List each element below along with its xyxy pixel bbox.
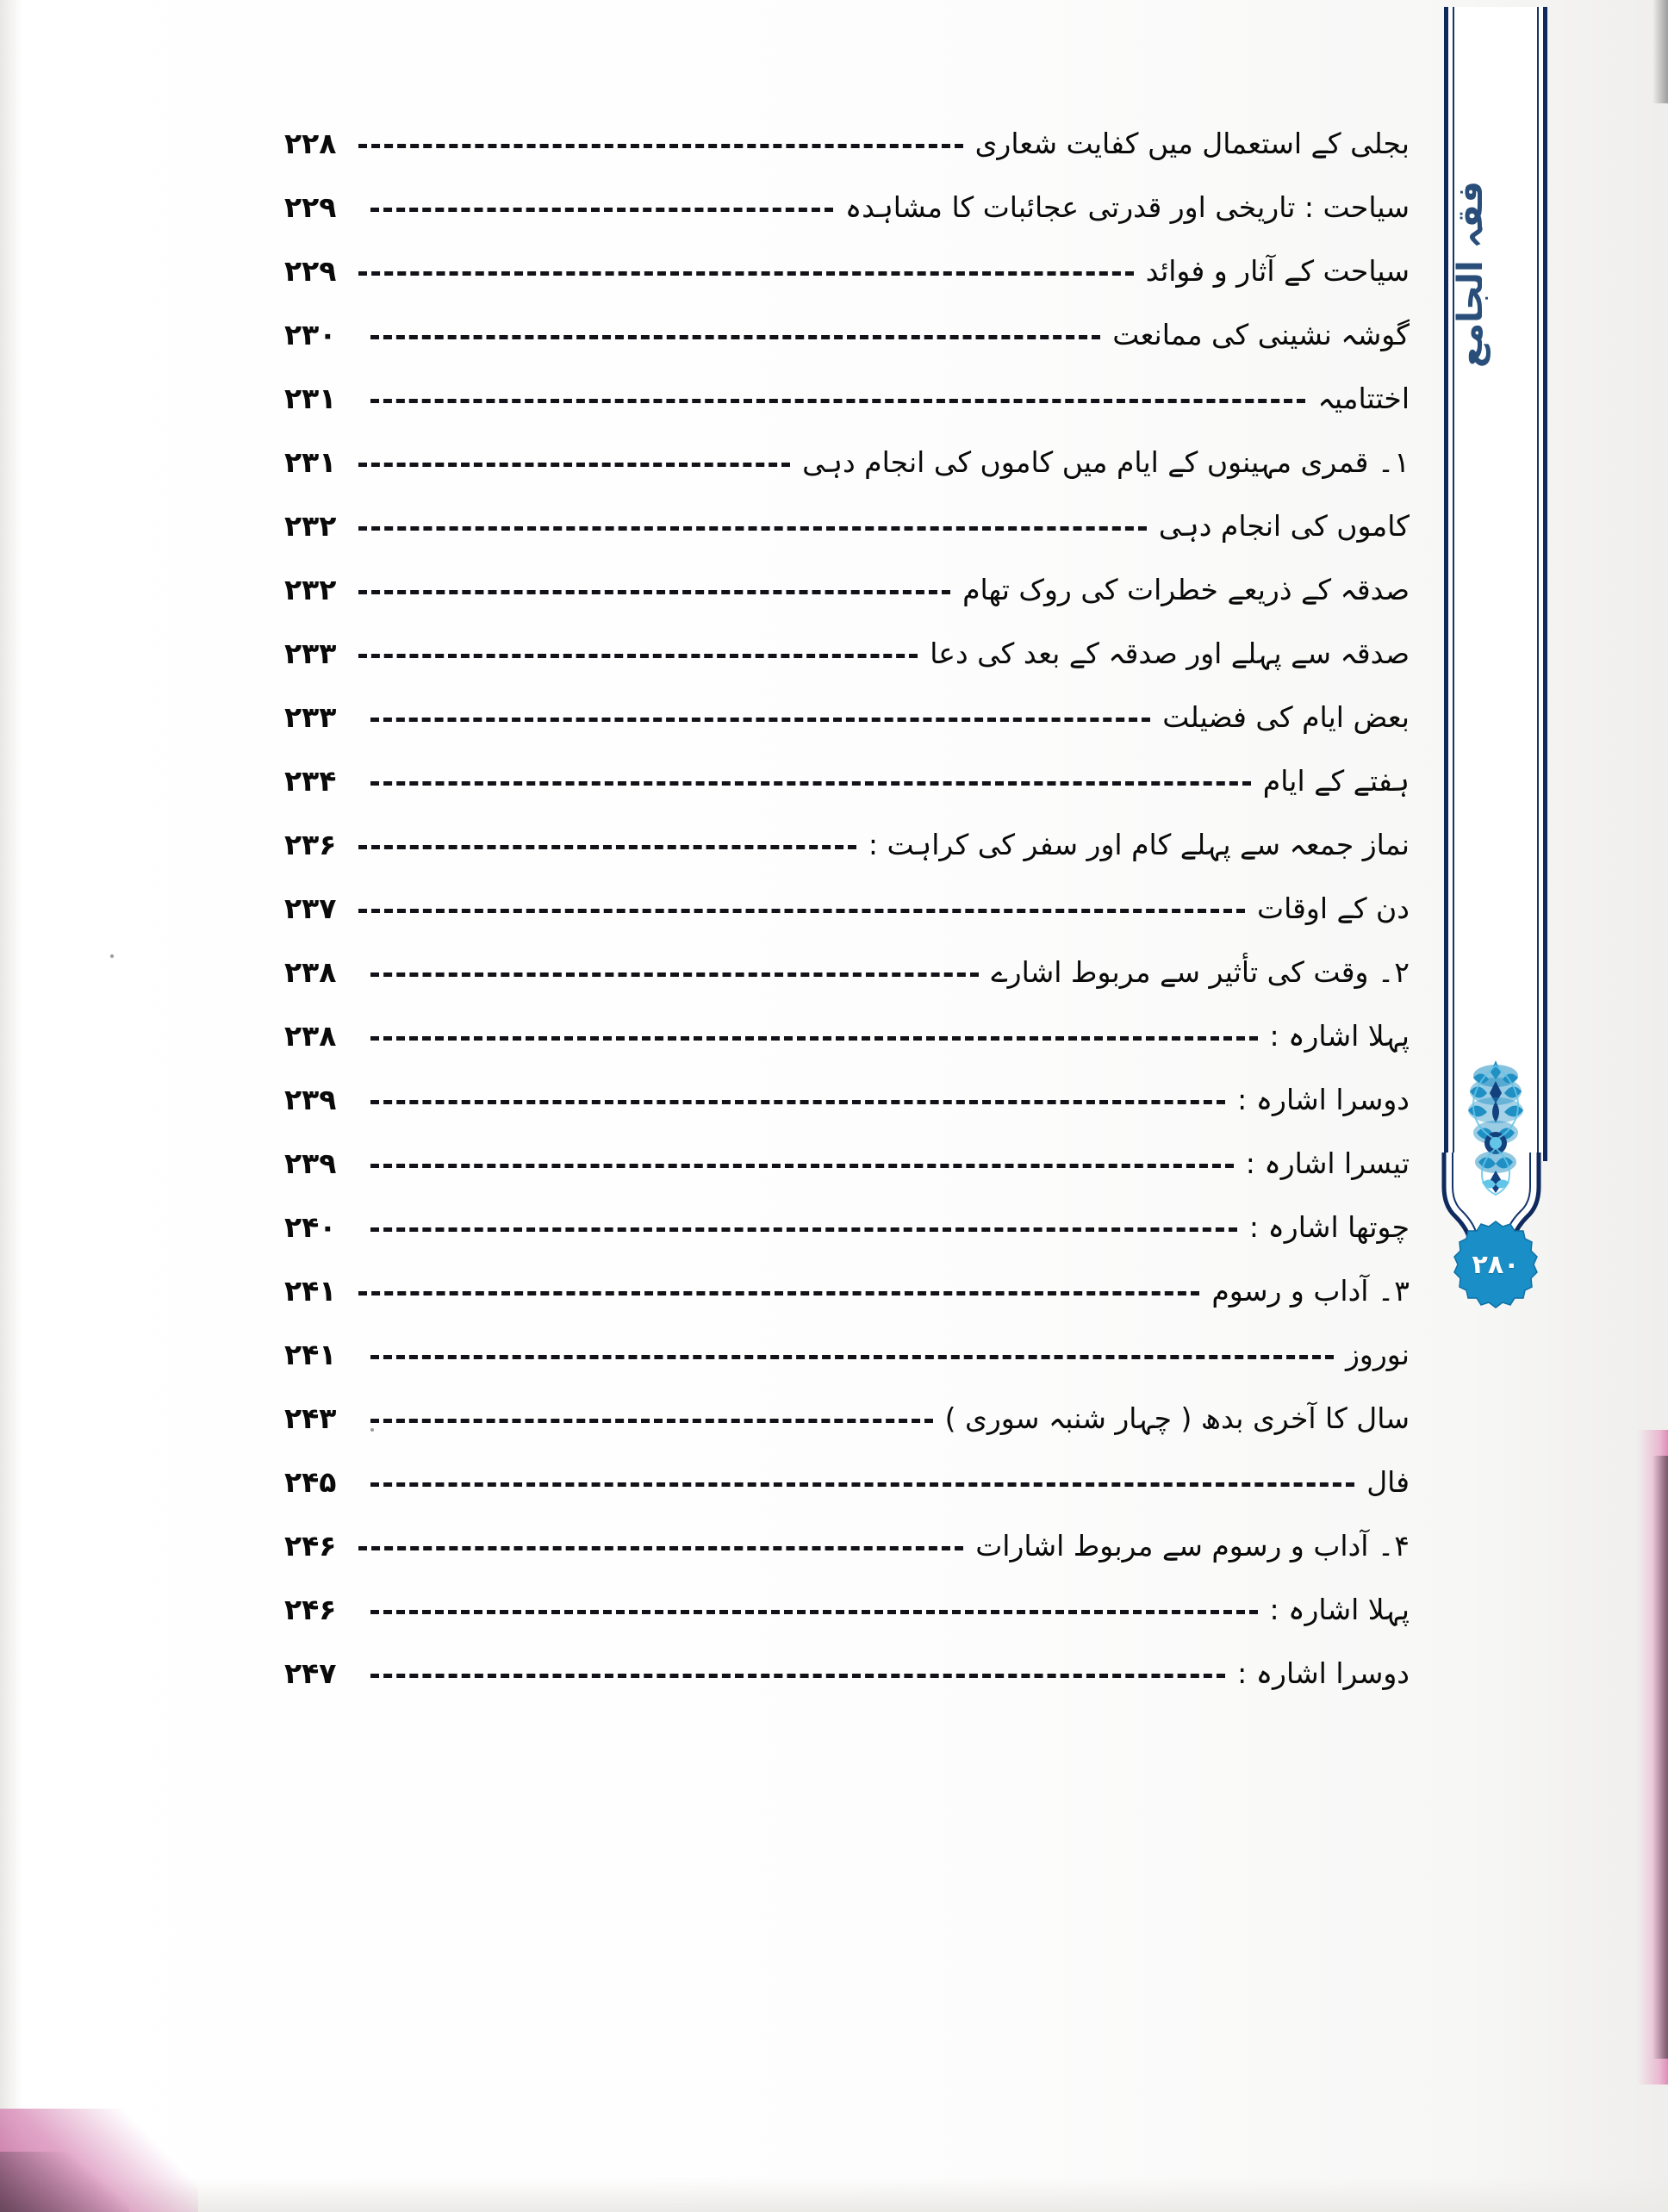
toc-entry-title: سال کا آخری بدھ ( چہار شنبہ سوری ) [944, 1401, 1410, 1436]
toc-entry-page-number: ۲۴۵ [284, 1465, 337, 1499]
toc-entry-page-number: ۲۴۶ [284, 1593, 337, 1626]
toc-entry-page-number: ۲۳۹ [284, 1146, 337, 1180]
toc-entry-page-number: ۲۳۶ [284, 828, 337, 861]
toc-entry-title: سیاحت : تاریخی اور قدرتی عجائبات کا مشاہدہ [844, 190, 1410, 225]
toc-dot-leader [358, 909, 1245, 913]
paper-speck [110, 954, 114, 958]
toc-entry-title: ہفتے کے ایام [1262, 764, 1410, 798]
toc-dot-leader [370, 781, 1251, 786]
toc-dot-leader [358, 271, 1134, 276]
toc-dot-leader [358, 1546, 963, 1550]
toc-entry-title: اختتامیہ [1317, 382, 1410, 416]
toc-dot-leader [370, 1355, 1334, 1359]
toc-dot-leader [370, 1674, 1225, 1678]
toc-entry-page-number: ۲۴۳ [284, 1401, 337, 1435]
toc-entry-title: پہلا اشارہ : [1269, 1019, 1410, 1053]
toc-entry-page-number: ۲۳۲ [284, 509, 337, 543]
toc-entry-page-number: ۲۳۴ [284, 764, 337, 798]
toc-entry-page-number: ۲۲۹ [284, 190, 337, 224]
toc-entry-page-number: ۲۴۰ [284, 1210, 337, 1244]
toc-entry-title: دوسرا اشارہ : [1237, 1656, 1410, 1691]
toc-entry-title: ۳۔ آداب و رسوم [1211, 1274, 1410, 1308]
toc-entry-title: کاموں کی انجام دہی [1158, 509, 1410, 544]
scan-edge-bottom [0, 2178, 1668, 2212]
toc-row[interactable] [284, 815, 1410, 863]
toc-dot-leader [370, 335, 1100, 339]
toc-dot-leader [370, 1419, 933, 1423]
toc-dot-leader [358, 1291, 1199, 1296]
toc-row[interactable] [284, 751, 1410, 799]
toc-dot-leader [358, 590, 950, 594]
toc-entry-title: گوشہ نشینی کی ممانعت [1112, 318, 1410, 352]
toc-entry-page-number: ۲۳۱ [284, 382, 337, 415]
toc-row[interactable] [284, 1006, 1410, 1054]
toc-entry-page-number: ۲۳۰ [284, 318, 337, 351]
toc-entry-page-number: ۲۳۱ [284, 445, 337, 479]
toc-entry-page-number: ۲۲۸ [284, 127, 337, 160]
toc-entry-title: ۱۔ قمری مہینوں کے ایام میں کاموں کی انجام دہی [802, 445, 1410, 480]
toc-row[interactable] [284, 432, 1410, 481]
toc-entry-title: تیسرا اشارہ : [1245, 1146, 1410, 1181]
toc-entry-title: پہلا اشارہ : [1269, 1593, 1410, 1627]
toc-row[interactable] [284, 1325, 1410, 1373]
arabesque-ornament-icon [1447, 1053, 1544, 1200]
toc-dot-leader [370, 972, 979, 977]
toc-entry-title: سیاحت کے آثار و فوائد [1145, 254, 1410, 289]
toc-row[interactable] [284, 305, 1410, 353]
toc-row[interactable] [284, 177, 1410, 226]
toc-entry-title: دوسرا اشارہ : [1237, 1083, 1410, 1117]
toc-dot-leader [370, 1164, 1234, 1168]
toc-row[interactable] [284, 879, 1410, 927]
toc-entry-title: فال [1366, 1465, 1410, 1500]
toc-row[interactable] [284, 114, 1410, 162]
rail-inner-frame [1453, 7, 1539, 1161]
scan-artifact-right-dark [1652, 1456, 1668, 2059]
toc-row[interactable] [284, 1580, 1410, 1628]
toc-row[interactable] [284, 624, 1410, 672]
toc-entry-page-number: ۲۳۸ [284, 1019, 337, 1053]
toc-entry-page-number: ۲۳۷ [284, 892, 337, 925]
toc-dot-leader [370, 718, 1150, 722]
toc-entry-page-number: ۲۳۳ [284, 637, 337, 670]
toc-entry-page-number: ۲۳۸ [284, 955, 337, 989]
toc-dot-leader [370, 1036, 1258, 1041]
toc-entry-page-number: ۲۳۲ [284, 573, 337, 606]
scan-artifact-top-right [1652, 0, 1668, 103]
toc-entry-page-number: ۲۴۱ [284, 1338, 337, 1371]
toc-entry-page-number: ۲۲۹ [284, 254, 337, 288]
toc-dot-leader [370, 399, 1305, 403]
toc-dot-leader [358, 654, 918, 658]
toc-dot-leader [370, 1610, 1258, 1614]
toc-row[interactable] [284, 369, 1410, 417]
toc-entry-page-number: ۲۴۶ [284, 1529, 337, 1563]
toc-row[interactable] [284, 1197, 1410, 1246]
scan-edge-left [0, 0, 22, 2212]
toc-dot-leader [358, 144, 963, 148]
toc-row[interactable] [284, 1452, 1410, 1501]
toc-entry-title: بعض ایام کی فضیلت [1162, 700, 1410, 735]
toc-dot-leader [370, 1482, 1354, 1487]
toc-entry-title: دن کے اوقات [1257, 892, 1410, 926]
toc-dot-leader [370, 208, 833, 212]
page-number-medallion [1451, 1220, 1540, 1309]
toc-dot-leader [370, 1227, 1237, 1232]
toc-entry-title: نماز جمعہ سے پہلے کام اور سفر کی کراہت : [868, 828, 1410, 862]
toc-entry-title: صدقہ کے ذریعے خطرات کی روک تھام [962, 573, 1410, 607]
toc-row[interactable] [284, 1389, 1410, 1437]
toc-entry-title: ۲۔ وقت کی تأثیر سے مربوط اشارے [991, 955, 1410, 990]
toc-entry-page-number: ۲۴۷ [284, 1656, 337, 1690]
toc-row[interactable] [284, 1516, 1410, 1564]
toc-entry-page-number: ۲۳۳ [284, 700, 337, 734]
toc-entry-title: صدقہ سے پہلے اور صدقہ کے بعد کی دعا [930, 637, 1410, 671]
toc-row[interactable] [284, 241, 1410, 289]
toc-entry-page-number: ۲۳۹ [284, 1083, 337, 1116]
page-number-text: ۲۸۰ [1472, 1249, 1520, 1280]
toc-dot-leader [358, 526, 1147, 531]
table-of-contents [284, 114, 1410, 1707]
toc-entry-title: ۴۔ آداب و رسوم سے مربوط اشارات [975, 1529, 1410, 1563]
toc-entry-title: بجلی کے استعمال میں کفایت شعاری [974, 127, 1410, 161]
toc-row[interactable] [284, 560, 1410, 608]
book-title-vertical: فقہ الجامع [1451, 181, 1491, 369]
toc-dot-leader [358, 845, 856, 849]
toc-row[interactable] [284, 1261, 1410, 1309]
toc-row[interactable] [284, 1643, 1410, 1692]
toc-dot-leader [370, 1100, 1225, 1104]
toc-entry-title: نوروز [1345, 1338, 1410, 1372]
toc-entry-title: چوتھا اشارہ : [1248, 1210, 1410, 1245]
toc-row[interactable] [284, 942, 1410, 991]
toc-row[interactable] [284, 687, 1410, 736]
toc-row[interactable] [284, 496, 1410, 544]
scan-artifact-bottom-left-dark [0, 2152, 129, 2212]
toc-row[interactable] [284, 1070, 1410, 1118]
toc-entry-page-number: ۲۴۱ [284, 1274, 337, 1308]
toc-dot-leader [358, 463, 790, 467]
toc-row[interactable] [284, 1134, 1410, 1182]
